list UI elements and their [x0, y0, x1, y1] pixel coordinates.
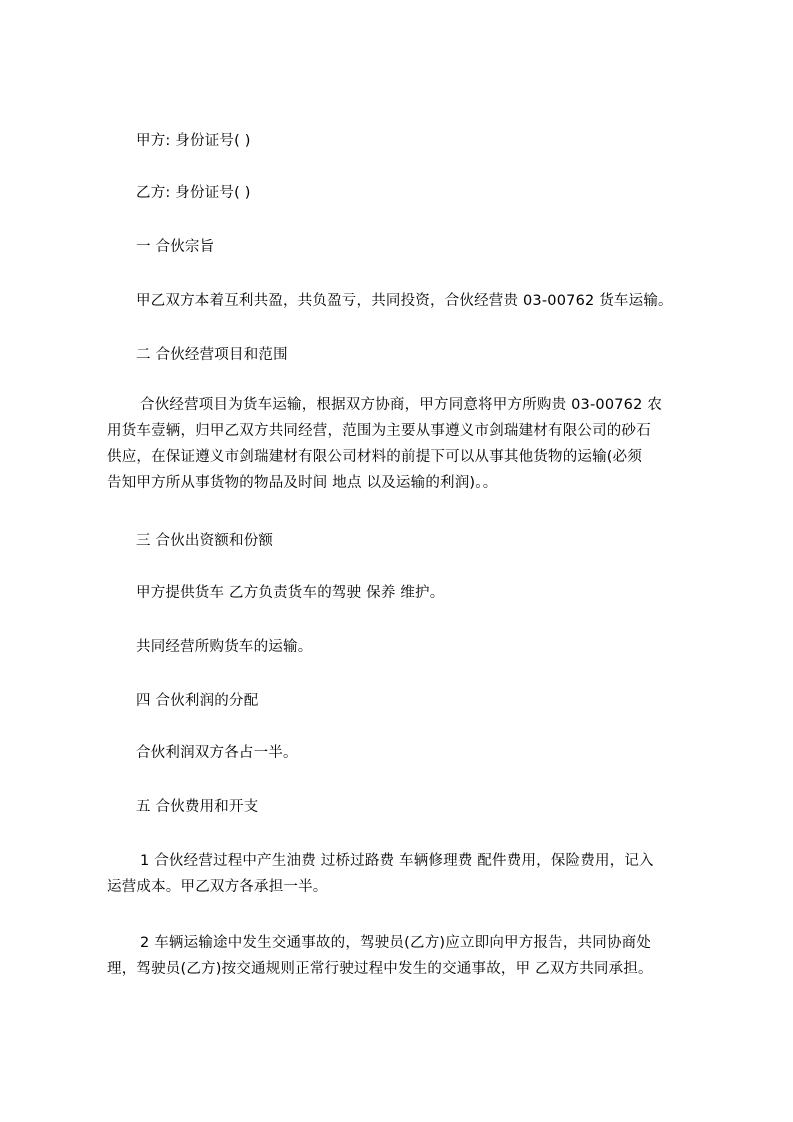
expenses-line: 运营成本。甲乙双方各承担一半。	[107, 879, 328, 895]
operation-paragraph: 共同经营所购货车的运输。	[136, 639, 313, 655]
section-heading-purpose: 一 合伙宗旨	[136, 239, 215, 255]
capital-paragraph: 甲方提供货车 乙方负责货车的驾驶 保养 维护。	[136, 585, 445, 601]
section-heading-expenses: 五 合伙费用和开支	[136, 799, 259, 815]
scope-line: 用货车壹辆，归甲乙双方共同经营，范围为主要从事遵义市剑瑞建材有限公司的砂石	[107, 423, 651, 439]
expenses-line: 1 合伙经营过程中产生油费 过桥过路费 车辆修理费 配件费用，保险费用，记入	[140, 853, 654, 869]
expenses-line: 2 车辆运输途中发生交通事故的，驾驶员(乙方)应立即向甲方报告，共同协商处	[140, 935, 652, 951]
party-a-line: 甲方: 身份证号( )	[136, 133, 251, 149]
scope-line: 合伙经营项目为货车运输，根据双方协商，甲方同意将甲方所购贵 03-00762 农	[140, 397, 663, 413]
expenses-item-1	[107, 848, 717, 900]
section-heading-capital: 三 合伙出资额和份额	[136, 533, 274, 549]
scope-line: 供应，在保证遵义市剑瑞建材有限公司材料的前提下可以从事其他货物的运输(必须	[107, 449, 643, 465]
purpose-paragraph: 甲乙双方本着互利共盈，共负盈亏，共同投资，合伙经营贵 03-00762 货车运输。	[136, 293, 673, 309]
scope-line: 告知甲方所从事货物的物品及时间 地点 以及运输的利润)。。	[107, 475, 498, 491]
section-heading-profit: 四 合伙利润的分配	[136, 693, 259, 709]
section-heading-scope: 二 合伙经营项目和范围	[136, 347, 288, 363]
profit-paragraph: 合伙利润双方各占一半。	[136, 745, 298, 761]
expenses-item-2	[107, 930, 717, 982]
scope-paragraph	[107, 392, 717, 496]
expenses-line: 理，驾驶员(乙方)按交通规则正常行驶过程中发生的交通事故，甲 乙双方共同承担。	[107, 961, 653, 977]
party-b-line: 乙方: 身份证号( )	[136, 185, 251, 201]
